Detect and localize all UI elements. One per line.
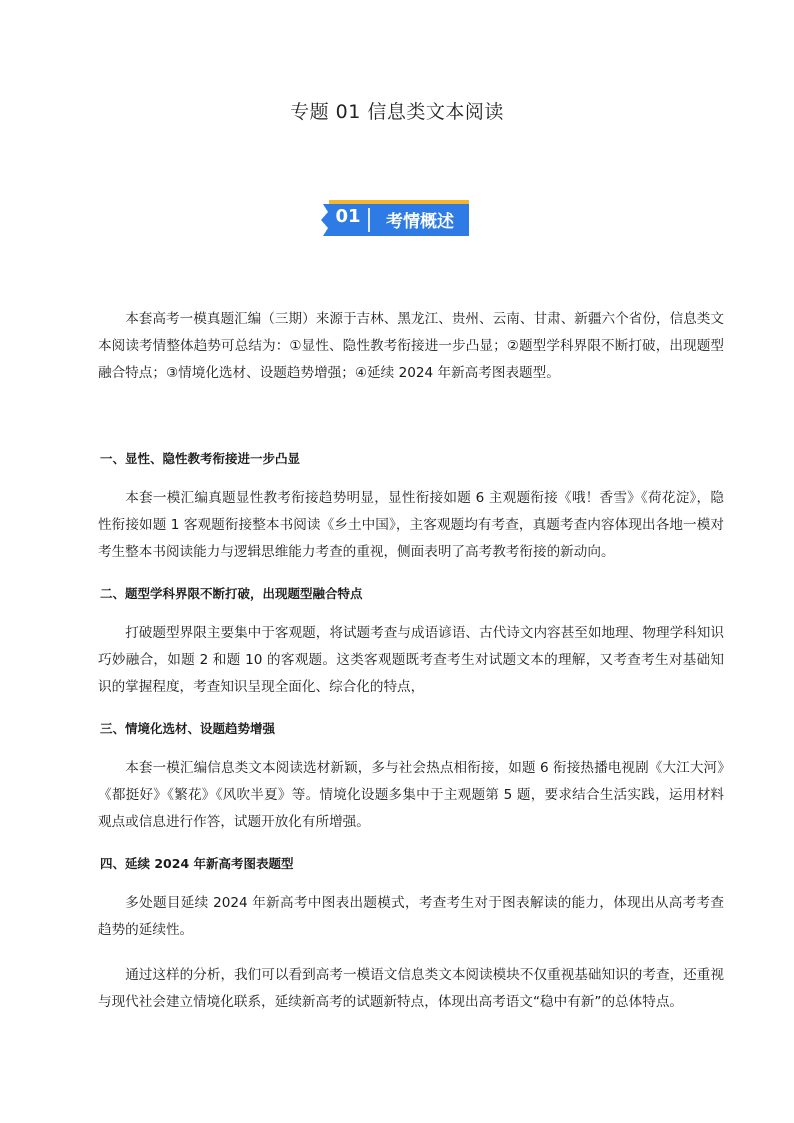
section-heading-3: 三、情境化选材、设题趋势增强	[100, 721, 276, 736]
section-heading-4: 四、延续 2024 年新高考图表题型	[100, 856, 294, 871]
section-badge	[319, 200, 471, 237]
page-title: 专题 01 信息类文本阅读	[290, 101, 504, 123]
section-body-3: 本套一模汇编信息类文本阅读选材新颖，多与社会热点相衔接，如题 6 衔接热播电视剧《大江大河》《都挺好》《繁花》《风吹半夏》等。情境化设题多集中于主观题第 5 题，要求结合生活实践，运用材料观点或信息进行作答，试题开放化有所增强。	[98, 760, 724, 830]
intro-paragraph: 本套高考一模真题汇编（三期）来源于吉林、黑龙江、贵州、云南、甘肃、新疆六个省份，信息类文本阅读考情整体趋势可总结为：①显性、隐性教考衔接进一步凸显；②题型学科界限不断打破，出现题型融合特点；③情境化选材、设题趋势增强；④延续 2024 年新高考图表题型。	[98, 311, 724, 381]
section-body-2: 打破题型界限主要集中于客观题，将试题考查与成语谚语、古代诗文内容甚至如地理、物理学科知识巧妙融合，如题 2 和题 10 的客观题。这类客观题既考查考生对试题文本的理解，又考查考生对基础知识的掌握程度，考查知识呈现全面化、综合化的特点，	[98, 625, 724, 695]
section-body-1: 本套一模汇编真题显性教考衔接趋势明显，显性衔接如题 6 主观题衔接《哦！香雪》《荷花淀》，隐性衔接如题 1 客观题衔接整本书阅读《乡土中国》，主客观题均有考查，真题考查内容体现出各地一模对考生整本书阅读能力与逻辑思维能力考查的重视，侧面表明了高考教考衔接的新动向。	[98, 490, 724, 560]
badge-number: 01	[335, 206, 361, 227]
section-body-4: 多处题目延续 2024 年新高考中图表出题模式，考查考生对于图表解读的能力，体现出从高考考查趋势的延续性。	[98, 895, 724, 938]
document-body	[98, 306, 724, 1016]
badge-label: 考情概述	[386, 212, 454, 232]
conclusion-paragraph: 通过这样的分析，我们可以看到高考一模语文信息类文本阅读模块不仅重视基础知识的考查，还重视与现代社会建立情境化联系，延续新高考的试题新特点，体现出高考语文“稳中有新”的总体特点。	[98, 967, 724, 1010]
section-heading-1: 一、显性、隐性教考衔接进一步凸显	[100, 451, 301, 466]
section-heading-2: 二、题型学科界限不断打破，出现题型融合特点	[100, 586, 363, 601]
